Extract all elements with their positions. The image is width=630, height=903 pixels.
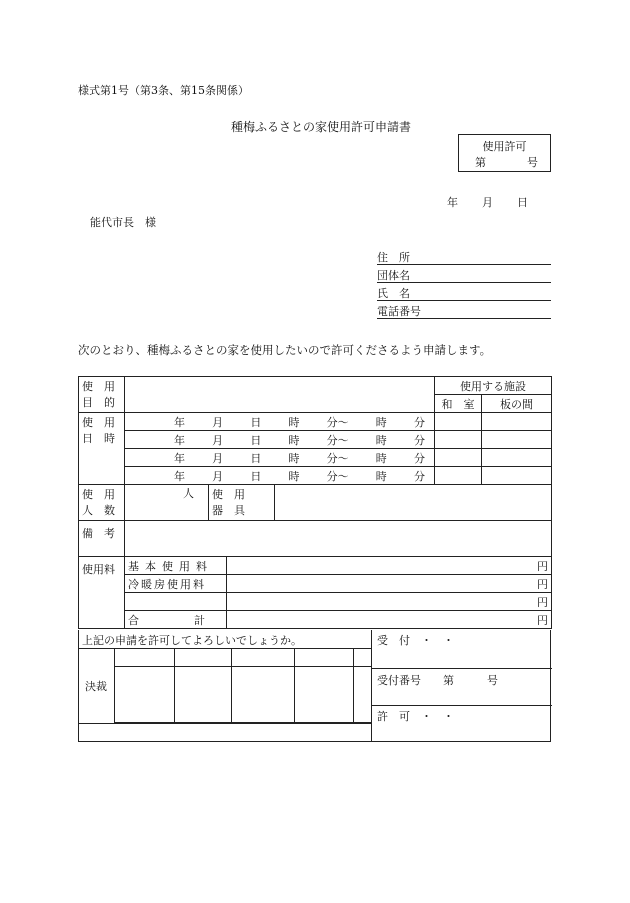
signature-grid (114, 648, 372, 723)
facility-itanoma: 板の間 (482, 395, 552, 413)
receipt-divider (371, 705, 552, 706)
group-field[interactable] (377, 267, 551, 283)
approval-section (78, 630, 551, 742)
addressee: 能代市長 様 (90, 216, 156, 229)
name-label: 氏 名 (377, 287, 410, 300)
washitsu-check-1[interactable] (435, 413, 482, 431)
phone-label: 電話番号 (377, 305, 421, 318)
washitsu-check-2[interactable] (435, 431, 482, 449)
fee-label: 使用料 (79, 557, 125, 629)
seal-box-1[interactable] (115, 666, 175, 723)
fee-total-amount[interactable]: 円 (227, 611, 552, 629)
fee-blank-amount[interactable]: 円 (227, 593, 552, 611)
fee-heating-label: 冷暖房使用料 (125, 575, 227, 593)
seal-box-3-top[interactable] (232, 648, 295, 666)
receipt-number[interactable]: 受付番号 第 号 (377, 674, 498, 687)
form-number: 様式第1号（第3条、第15条関係） (78, 84, 249, 97)
seal-box-4-top[interactable] (295, 648, 354, 666)
group-label: 団体名 (377, 269, 410, 282)
decision-label: 決裁 (85, 680, 107, 693)
approval-vertical-divider (371, 630, 372, 742)
remarks-label: 備 考 (79, 521, 125, 557)
people-input[interactable]: 人 (125, 485, 209, 521)
fee-basic-label: 基本使用料 (125, 557, 227, 575)
facility-header: 使用する施設 (435, 377, 552, 395)
purpose-label: 使 用 目 的 (79, 377, 125, 413)
page-title: 種梅ふるさとの家使用許可申請書 (231, 120, 412, 134)
washitsu-check-3[interactable] (435, 449, 482, 467)
fee-blank-label[interactable] (125, 593, 227, 611)
address-field[interactable] (377, 249, 551, 265)
seal-box-4[interactable] (295, 666, 354, 723)
datetime-row-3[interactable]: 年 月 日 時 分～ 時 分 (125, 449, 435, 467)
permit-box-label: 使用許可 (482, 140, 527, 153)
date-day: 日 (517, 196, 528, 209)
equipment-label: 使 用 器 具 (209, 485, 275, 521)
remarks-input[interactable] (125, 521, 552, 557)
approve-question: 上記の申請を許可してよろしいでしょうか。 (82, 634, 302, 647)
itanoma-check-3[interactable] (482, 449, 552, 467)
purpose-input[interactable] (125, 377, 435, 413)
permit-number-box (458, 134, 551, 172)
permit-box-dai: 第 (475, 156, 486, 169)
datetime-row-2[interactable]: 年 月 日 時 分～ 時 分 (125, 431, 435, 449)
fee-heating-amount[interactable]: 円 (227, 575, 552, 593)
itanoma-check-1[interactable] (482, 413, 552, 431)
request-statement: 次のとおり、種梅ふるさとの家を使用したいので許可くださるよう申請します。 (78, 343, 492, 357)
datetime-label: 使 用 日 時 (79, 413, 125, 485)
seal-box-2-top[interactable] (175, 648, 232, 666)
seal-box-5-top[interactable] (354, 648, 372, 666)
permit-stamp[interactable]: 許 可 ・ ・ (377, 710, 454, 723)
date-month: 月 (482, 196, 493, 209)
address-label: 住 所 (377, 251, 410, 264)
fee-total-label: 合 計 (125, 611, 227, 629)
seal-box-1-top[interactable] (115, 648, 175, 666)
fee-basic-amount[interactable]: 円 (227, 557, 552, 575)
seal-box-2[interactable] (175, 666, 232, 723)
itanoma-check-2[interactable] (482, 431, 552, 449)
people-label: 使 用 人 数 (79, 485, 125, 521)
datetime-row-1[interactable]: 年 月 日 時 分～ 時 分 (125, 413, 435, 431)
application-table (78, 376, 552, 629)
date-year: 年 (447, 196, 458, 209)
itanoma-check-4[interactable] (482, 467, 552, 485)
seal-box-3[interactable] (232, 666, 295, 723)
phone-field[interactable] (377, 303, 551, 319)
approval-bottom-line (79, 723, 371, 724)
washitsu-check-4[interactable] (435, 467, 482, 485)
seal-box-5[interactable] (354, 666, 372, 723)
name-field[interactable] (377, 285, 551, 301)
received-divider (371, 668, 552, 669)
received-stamp[interactable]: 受 付 ・ ・ (377, 634, 454, 647)
permit-box-gou: 号 (527, 156, 538, 169)
equipment-input[interactable] (275, 485, 552, 521)
facility-washitsu: 和 室 (435, 395, 482, 413)
datetime-row-4[interactable]: 年 月 日 時 分～ 時 分 (125, 467, 435, 485)
